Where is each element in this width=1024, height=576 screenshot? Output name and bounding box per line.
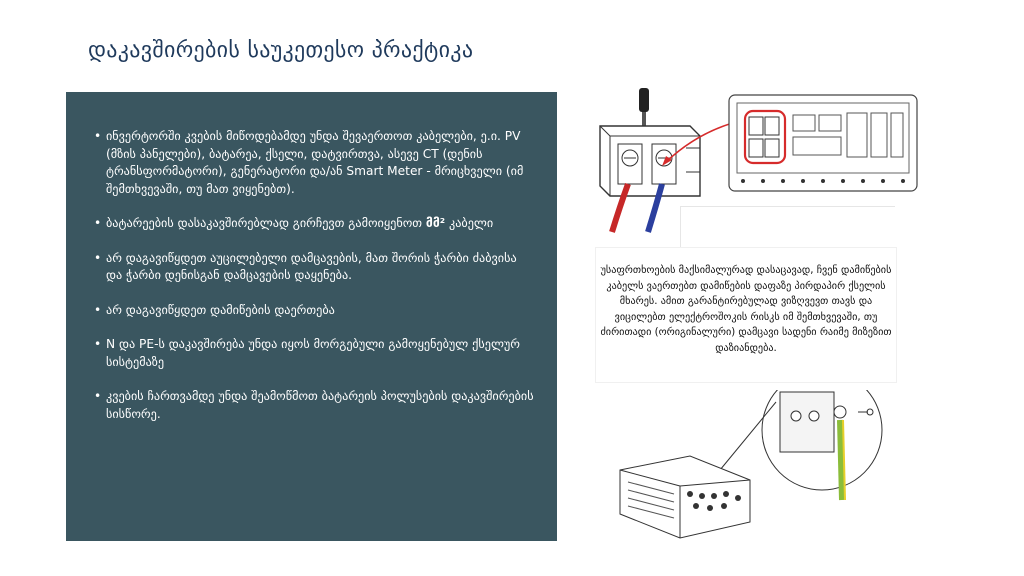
cable-size-value: მმ²	[425, 216, 446, 230]
bullet-item: • ინვერტორში კვების მიწოდებამდე უნდა შევაერთოთ კაბელები, ე.ი. PV (მზის პანელები), ბატარეა, ქსელი, დატვირთვა, ასევე CT (დენის ტრანსფორმატორი), გენერატორი და/ან Smart Meter - მრიცხველი (იმ შემთხვევაში, თუ მათ ვიყენებთ).	[94, 129, 524, 196]
image-frame	[680, 206, 895, 249]
inverter-panel-illustration	[723, 93, 923, 195]
bullet-item: • კვების ჩართვამდე უნდა შეამოწმოთ ბატარეის პოლუსების დაკავშირების სისწორე.	[94, 389, 534, 421]
bullet-dot: •	[94, 216, 102, 230]
note-box	[596, 248, 896, 382]
bullet-item: • N და PE-ს დაკავშირება უნდა იყოს მორგებული გამოყენებულ ქსელურ სისტემაზე	[94, 337, 520, 369]
bullet-dot: •	[94, 250, 102, 265]
bullet-item: • არ დაგავიწყდეთ დამიწების დაერთება	[96, 302, 536, 320]
bullet-item: • არ დაგავიწყდეთ აუცილებელი დამცავების, მათ შორის ჭარბი ძაბვისა და ჭარბი დენისგან დამცავების დაყენება.	[94, 250, 517, 282]
ground-connection-illustration	[600, 390, 890, 540]
bullet-item: • ბატარეების დასაკავშირებლად გირჩევთ გამოიყენოთ მმ² კაბელი	[96, 215, 536, 233]
grounding-note: უსაფრთხოების მაქსიმალურად დასაცავად, ჩვენ დამიწების კაბელს ვაერთებთ დამიწების დაფაზე პირდაპირ ქსელის მხარეს. ამით გარანტირებულად ვიზღვევთ თავს და ვიცილებთ ელექტროშოკის რისკს იმ შემთხვევაში, თუ ძირითადი (ორიგინალური) დამცავი სადენი რაიმე მიზეზით დაზიანდება.	[600, 265, 892, 354]
bullet-dot: •	[94, 389, 102, 403]
bullet-list	[96, 128, 536, 440]
slide-title: დაკავშირების საუკეთესო პრაქტიკა	[88, 38, 474, 63]
content-panel	[66, 92, 557, 541]
bullet-dot: •	[94, 129, 102, 143]
bullet-dot: •	[94, 302, 102, 317]
bullet-dot: •	[94, 337, 102, 351]
